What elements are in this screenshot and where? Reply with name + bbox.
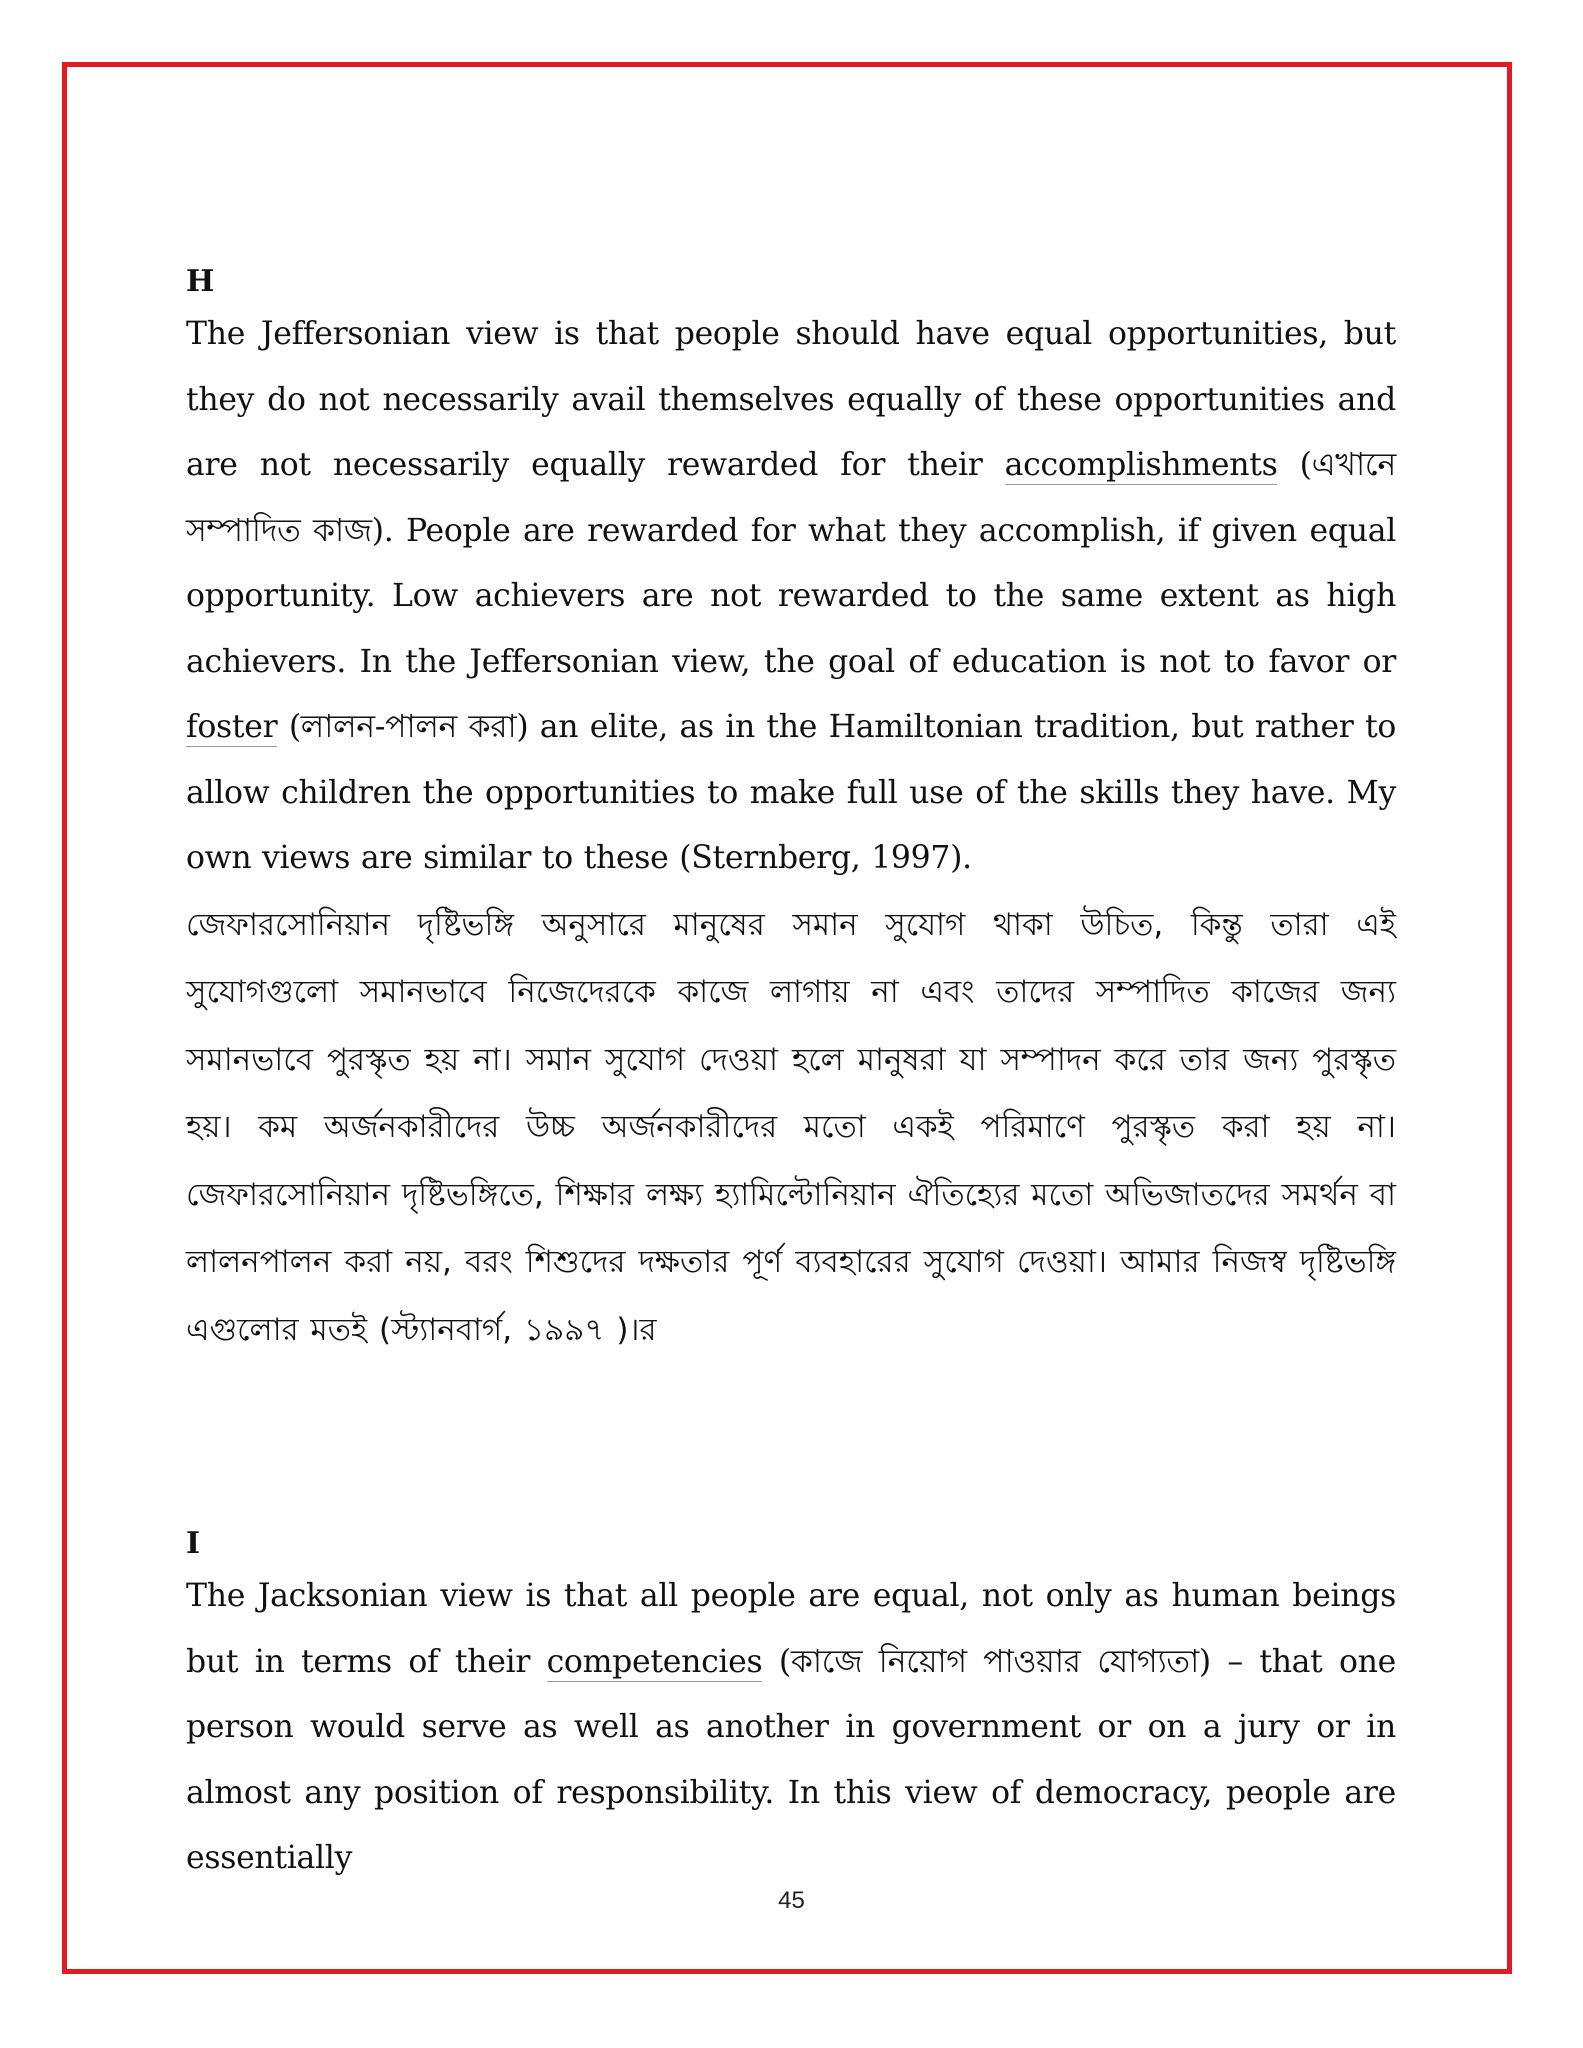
- english-text: (এখানে সম্পাদিত কাজ). People are rewarded for what they accomplish, if given equal opportunity. Low achievers are not rewarded to the same extent as high achievers. In the Jeffersonian view, the goal of education is not to favor or: [186, 447, 1396, 680]
- english-text: The Jeffersonian view is that people should have equal opportunities, but they do not necessarily avail themselves equally of these opportunities and are not necessarily equally rewarded for their: [186, 316, 1396, 483]
- section-h: [186, 262, 1396, 1364]
- section-heading-h: H: [186, 264, 215, 299]
- bengali-translation-h: জেফারসোনিয়ান দৃষ্টিভঙ্গি অনুসারে মানুষের সমান সুযোগ থাকা উচিত, কিন্তু তারা এই সুযোগগুলো সমানভাবে নিজেদেরকে কাজে লাগায় না এবং তাদের সম্পাদিত কাজের জন্য সমানভাবে পুরস্কৃত হয় না। সমান সুযোগ দেওয়া হলে মানুষরা যা সম্পাদন করে তার জন্য পুরস্কৃত হয়। কম অর্জনকারীদের উচ্চ অর্জনকারীদের মতো একই পরিমাণে পুরস্কৃত করা হয় না। জেফারসোনিয়ান দৃষ্টিভঙ্গিতে, শিক্ষার লক্ষ্য হ্যামিল্টোনিয়ান ঐতিহ্যের মতো অভিজাতদের সমর্থন বা লালনপালন করা নয়, বরং শিশুদের দক্ষতার পূর্ণ ব্যবহারের সুযোগ দেওয়া। আমার নিজস্ব দৃষ্টিভঙ্গি এগুলোর মতই (স্ট্যানবার্গ, ১৯৯৭ )।র: [186, 906, 1396, 1348]
- english-text: (কাজে নিয়োগ পাওয়ার যোগ্যতা) – that one person would serve as well as another in government or on a jury or in almost any position of responsibility. In this view of democracy, people are essentially: [186, 1643, 1397, 1876]
- english-text: (লালন-পালন করা) an elite, as in the Hamiltonian tradition, but rather to allow children the opportunities to make full use of the skills they have. My own views are similar to these (Sternberg, 1997).: [186, 709, 1397, 876]
- english-text: The Jacksonian view is that all people are equal, not only as human beings but in terms of their: [186, 1578, 1396, 1680]
- english-paragraph-h: [186, 302, 1396, 892]
- vocab-term-foster: foster: [186, 709, 278, 745]
- section-heading-i: I: [186, 1526, 201, 1561]
- page-number: 45: [778, 1887, 805, 1914]
- vocab-term-competencies: competencies: [546, 1643, 763, 1680]
- vocab-term-accomplishments: accomplishments: [1004, 447, 1278, 483]
- section-i: [186, 1524, 1396, 1892]
- english-paragraph-i: [186, 1564, 1396, 1892]
